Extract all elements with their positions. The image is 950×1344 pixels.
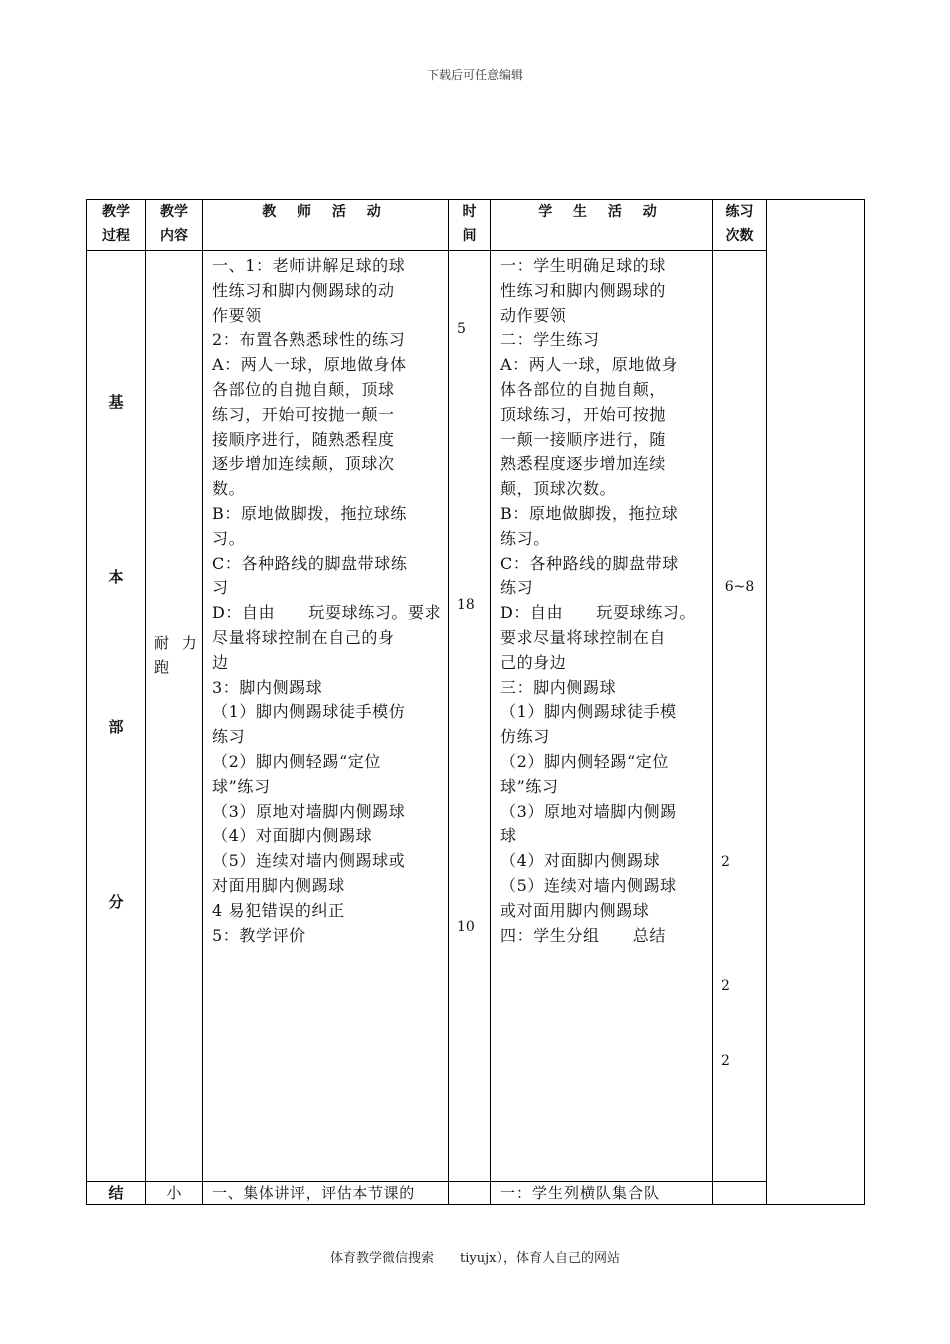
teacher-line: A：两人一球，原地做身体 <box>212 355 407 375</box>
page-footer: 体育教学微信搜索 tiyujx），体育人自己的网站 <box>330 1251 620 1266</box>
teacher-line: 数。 <box>212 479 246 499</box>
extra-cell <box>767 251 865 1182</box>
student-line: 要求尽量将球控制在自 <box>500 627 667 647</box>
header-student: 学 生 活 动 <box>491 200 713 251</box>
student-line: 练习。 <box>500 528 550 548</box>
teacher-line: 4 易犯错误的纠正 <box>212 900 345 920</box>
page-header: 下载后可任意编辑 <box>426 68 523 82</box>
process-cell <box>87 251 146 1182</box>
student-line: 性练习和脚内侧踢球的 <box>500 280 667 300</box>
summary-time <box>449 1182 491 1205</box>
student-line: （5）连续对墙内侧踢球 <box>500 875 677 895</box>
teacher-line: 一、1：老师讲解足球的球 <box>212 256 406 275</box>
teacher-line: 作要领 <box>212 305 262 325</box>
student-line: B：原地做脚拨，拖拉球 <box>500 503 679 523</box>
student-line: 体各部位的自抛自颠， <box>500 379 667 399</box>
time-value: 18 <box>457 597 475 613</box>
teacher-line: 边 <box>212 652 229 672</box>
count-value: 2 <box>721 978 730 994</box>
lesson-plan-table <box>86 199 865 1205</box>
teacher-line: （2）脚内侧轻踢“定位 <box>212 751 381 771</box>
summary-extra <box>767 1182 865 1205</box>
count-cell <box>713 251 767 1182</box>
count-value: 2 <box>721 1053 730 1069</box>
student-line: 一：学生明确足球的球 <box>500 256 667 275</box>
teacher-line: 对面用脚内侧踢球 <box>212 875 345 895</box>
student-line: 三：脚内侧踢球 <box>500 677 617 697</box>
student-line: 球 <box>500 826 517 846</box>
student-line: C：各种路线的脚盘带球 <box>500 553 679 573</box>
student-line: （2）脚内侧轻踢“定位 <box>500 751 669 771</box>
teacher-line: 接顺序进行，随熟悉程度 <box>212 429 395 449</box>
teacher-activity-text <box>203 251 448 948</box>
student-line: （3）原地对墙脚内侧踢 <box>500 801 677 821</box>
header-count: 练习 次数 <box>713 200 767 251</box>
teacher-activity-cell <box>203 251 449 1182</box>
process-char: 基 <box>108 393 124 411</box>
student-line: 或对面用脚内侧踢球 <box>500 900 650 920</box>
teacher-line: 5：教学评价 <box>212 925 306 945</box>
teacher-line: D：自由 玩耍球练习。要求 <box>212 603 442 623</box>
student-activity-cell <box>491 251 713 1182</box>
time-cell <box>449 251 491 1182</box>
header-time: 时 间 <box>449 200 491 251</box>
student-line: 颠，顶球次数。 <box>500 479 617 499</box>
teacher-line: 逐步增加连续颠，顶球次 <box>212 454 395 474</box>
student-line: D：自由 玩耍球练习。 <box>500 603 697 623</box>
content-text: 耐 力 跑 <box>154 634 201 676</box>
student-line: 仿练习 <box>500 727 550 747</box>
summary-count <box>713 1182 767 1205</box>
student-line: 练习 <box>500 578 534 598</box>
header-row <box>87 200 865 251</box>
teacher-line: 2：布置各熟悉球性的练习 <box>212 330 406 350</box>
summary-row <box>87 1182 865 1205</box>
teacher-line: 习。 <box>212 528 246 548</box>
summary-teacher: 一、集体讲评，评估本节课的 <box>203 1182 449 1205</box>
student-line: 球”练习 <box>500 776 559 796</box>
time-value: 10 <box>457 919 475 935</box>
teacher-line: 尽量将球控制在自己的身 <box>212 627 395 647</box>
teacher-line: （4）对面脚内侧踢球 <box>212 826 373 846</box>
teacher-line: 性练习和脚内侧踢球的动 <box>212 280 395 300</box>
teacher-line: 球”练习 <box>212 776 271 796</box>
summary-student: 一：学生列横队集合队 <box>491 1182 713 1205</box>
summary-content: 小 <box>146 1182 203 1205</box>
student-line: A：两人一球，原地做身 <box>500 355 679 375</box>
process-char: 部 <box>108 718 124 736</box>
teacher-line: 习 <box>212 578 229 598</box>
student-activity-text <box>491 251 712 948</box>
teacher-line: 练习，开始可按抛一颠一 <box>212 404 395 424</box>
header-content: 教学 内容 <box>146 200 203 251</box>
teacher-line: 各部位的自抛自颠，顶球 <box>212 379 395 399</box>
summary-process: 结 <box>87 1182 146 1205</box>
student-line: 顶球练习，开始可按抛 <box>500 404 667 424</box>
count-value: 2 <box>721 854 730 870</box>
teacher-line: B：原地做脚拨，拖拉球练 <box>212 503 407 523</box>
teacher-line: （3）原地对墙脚内侧踢球 <box>212 801 406 821</box>
teacher-line: （5）连续对墙内侧踢球或 <box>212 851 406 871</box>
student-line: 二：学生练习 <box>500 330 600 350</box>
teacher-line: C：各种路线的脚盘带球练 <box>212 553 408 573</box>
header-extra <box>767 200 865 251</box>
count-value: 6~8 <box>724 579 755 595</box>
teacher-line: 练习 <box>212 727 246 747</box>
header-process: 教学 过程 <box>87 200 146 251</box>
process-char: 本 <box>108 568 124 586</box>
teacher-line: 3：脚内侧踢球 <box>212 677 323 697</box>
student-line: （1）脚内侧踢球徒手模 <box>500 702 677 722</box>
student-line: 熟悉程度逐步增加连续 <box>500 454 667 474</box>
main-part-row <box>87 251 865 1182</box>
student-line: 动作要领 <box>500 305 567 325</box>
time-value: 5 <box>457 321 466 337</box>
student-line: 己的身边 <box>500 652 567 672</box>
teacher-line: （1）脚内侧踢球徒手模仿 <box>212 702 406 722</box>
student-line: 四：学生分组 总结 <box>500 925 667 945</box>
header-teacher: 教 师 活 动 <box>203 200 449 251</box>
content-cell <box>146 251 203 1182</box>
process-char: 分 <box>108 893 124 911</box>
student-line: 一颠一接顺序进行，随 <box>500 429 667 449</box>
student-line: （4）对面脚内侧踢球 <box>500 851 661 871</box>
